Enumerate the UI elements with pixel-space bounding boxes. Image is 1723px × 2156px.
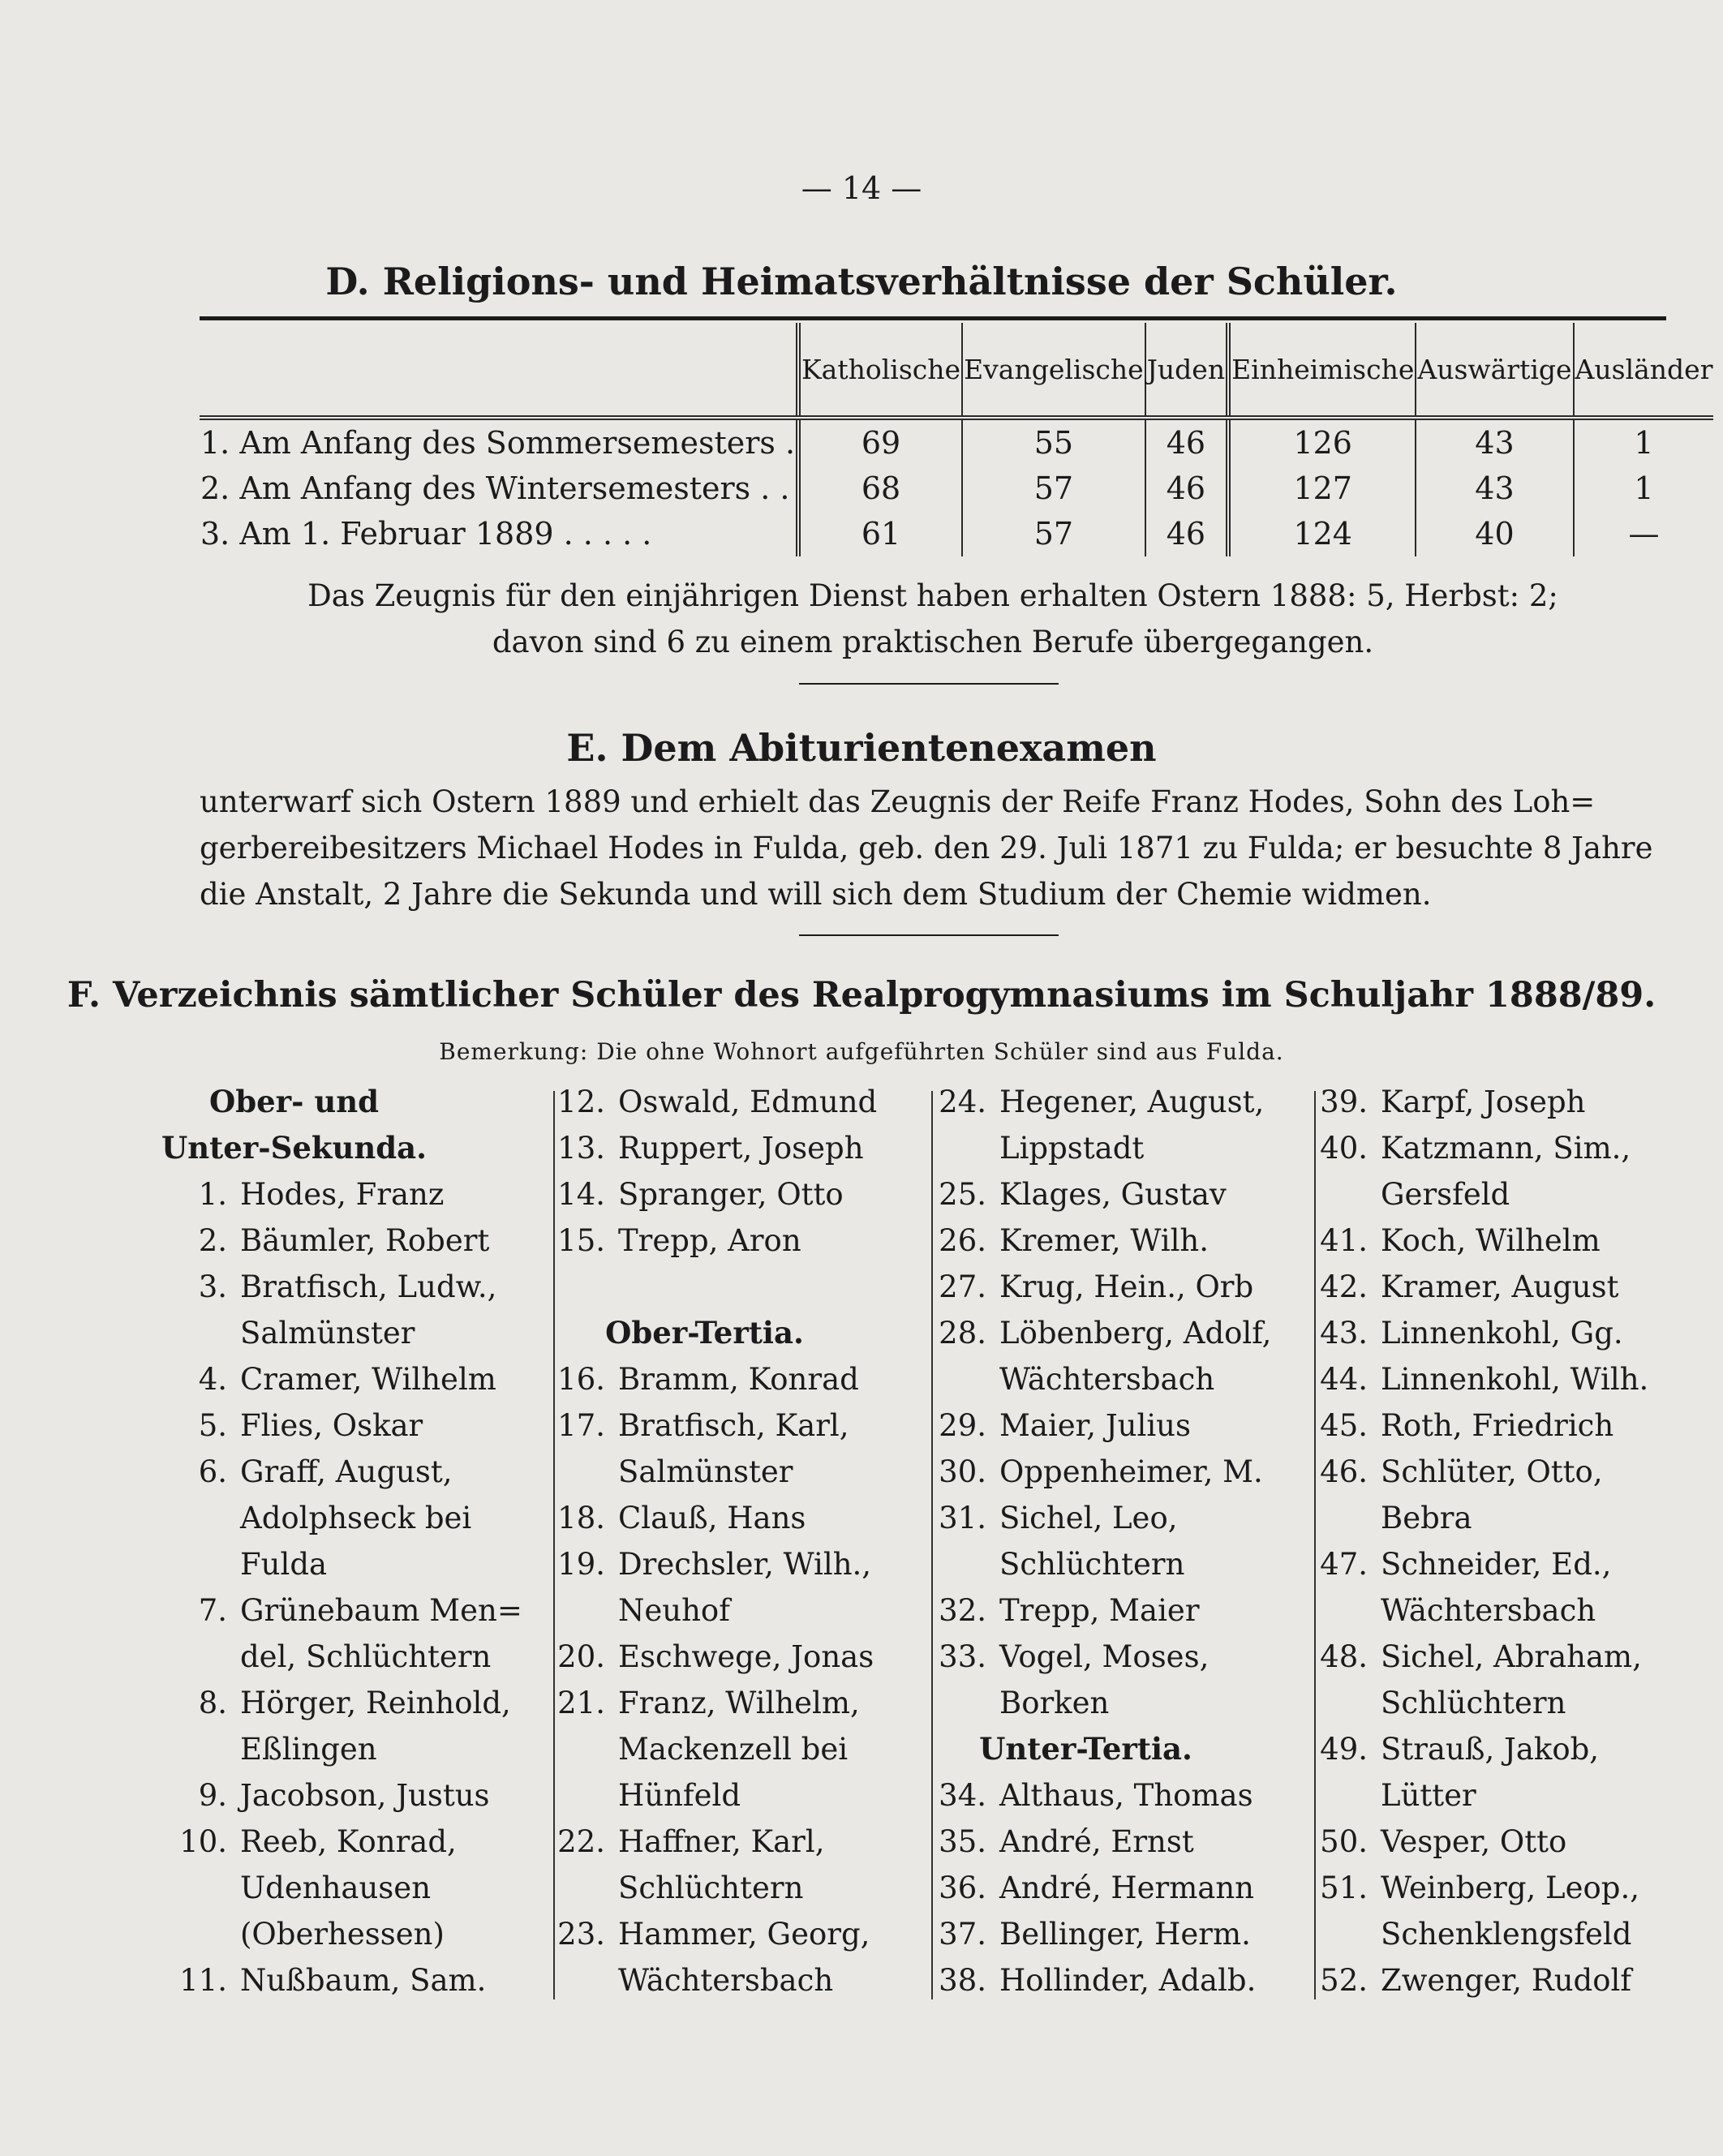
student-entry xyxy=(1278,1541,1688,1587)
cell: 68 xyxy=(798,466,962,511)
student-entry xyxy=(1278,1957,1688,2004)
student-name: Clauß, Hans xyxy=(618,1501,806,1535)
table-row xyxy=(200,418,1713,466)
student-name: Schneider, Ed., xyxy=(1381,1547,1612,1582)
student-number: 28. xyxy=(939,1316,986,1351)
student-number: 3. xyxy=(198,1269,227,1304)
student-continuation: Gersfeld xyxy=(1381,1177,1510,1212)
student-entry xyxy=(897,1772,1307,1819)
header-col: Juden xyxy=(1145,323,1228,418)
student-entry xyxy=(516,1819,926,1865)
student-continuation: Salmünster xyxy=(618,1454,793,1489)
student-name: Sichel, Leo, xyxy=(999,1501,1178,1535)
student-entry xyxy=(897,1495,1307,1541)
student-name: Trepp, Aron xyxy=(618,1223,801,1258)
student-name: Roth, Friedrich xyxy=(1381,1408,1614,1443)
student-continuation: Borken xyxy=(999,1686,1110,1720)
student-number: 47. xyxy=(1320,1547,1368,1582)
student-entry xyxy=(516,1218,926,1264)
paragraph-line: gerbereibesitzers Michael Hodes in Fulda, geb. den 29. Juli 1871 zu Fulda; er besuchte 8 Jahre xyxy=(200,831,1653,865)
student-name: Flies, Oskar xyxy=(240,1408,423,1443)
cell: 126 xyxy=(1228,418,1416,466)
student-continuation: (Oberhessen) xyxy=(240,1917,445,1952)
student-continuation: Mackenzell bei xyxy=(618,1732,849,1767)
student-number: 16. xyxy=(557,1362,605,1397)
section-e-title: E. Dem Abiturientenexamen xyxy=(566,726,1157,770)
student-entry xyxy=(1278,1079,1688,1125)
student-number: 36. xyxy=(939,1870,986,1905)
student-name: Vesper, Otto xyxy=(1381,1824,1567,1859)
student-entry xyxy=(516,1402,926,1449)
student-entry xyxy=(516,1079,926,1125)
student-number: 20. xyxy=(557,1639,605,1674)
student-name: Nußbaum, Sam. xyxy=(240,1963,487,1998)
cell: 1 xyxy=(1574,418,1714,466)
student-number: 4. xyxy=(198,1362,227,1397)
student-entry xyxy=(1278,1310,1688,1356)
dienst-note-line: davon sind 6 zu einem praktischen Berufe übergegangen. xyxy=(492,625,1374,659)
student-entry xyxy=(1278,1726,1688,1772)
student-entry xyxy=(897,1449,1307,1495)
student-number: 26. xyxy=(939,1223,986,1258)
row-label: 1. Am Anfang des Sommersemesters . xyxy=(200,425,796,461)
cell: 55 xyxy=(962,418,1145,466)
header-col: Katholische xyxy=(798,323,962,418)
student-entry xyxy=(138,1587,548,1634)
student-continuation: Wächtersbach xyxy=(999,1362,1215,1397)
student-name: Oswald, Edmund xyxy=(618,1084,878,1119)
student-name: Graff, August, xyxy=(240,1454,453,1489)
student-entry xyxy=(516,1634,926,1680)
header-empty xyxy=(200,323,798,418)
student-entry xyxy=(138,1819,548,1865)
student-number: 43. xyxy=(1320,1316,1368,1351)
student-name: Hegener, August, xyxy=(999,1084,1265,1119)
student-number: 9. xyxy=(198,1778,227,1813)
student-number: 21. xyxy=(557,1686,605,1720)
student-entry xyxy=(516,1541,926,1587)
student-number: 39. xyxy=(1320,1084,1368,1119)
student-continuation: Lütter xyxy=(1381,1778,1476,1813)
student-number: 49. xyxy=(1320,1732,1368,1767)
student-entry xyxy=(897,1402,1307,1449)
student-entry xyxy=(897,1587,1307,1634)
student-name: Krug, Hein., Orb xyxy=(999,1269,1254,1304)
student-name: Koch, Wilhelm xyxy=(1381,1223,1601,1258)
student-entry xyxy=(897,1911,1307,1957)
student-name: Jacobson, Justus xyxy=(240,1778,490,1813)
student-name: Hollinder, Adalb. xyxy=(999,1963,1257,1998)
student-entry xyxy=(516,1911,926,1957)
student-number: 30. xyxy=(939,1454,986,1489)
cell: 127 xyxy=(1228,466,1416,511)
student-entry xyxy=(516,1171,926,1218)
student-number: 37. xyxy=(939,1917,986,1952)
student-entry xyxy=(1278,1264,1688,1310)
student-entry xyxy=(516,1495,926,1541)
student-number: 27. xyxy=(939,1269,986,1304)
class-heading: Unter-Sekunda. xyxy=(161,1130,428,1166)
student-name: Cramer, Wilhelm xyxy=(240,1362,496,1397)
blank-line xyxy=(516,1264,926,1310)
student-number: 15. xyxy=(557,1223,605,1258)
student-name: Sichel, Abraham, xyxy=(1381,1639,1642,1674)
student-name: Kramer, August xyxy=(1381,1269,1619,1304)
student-number: 24. xyxy=(939,1084,986,1119)
student-number: 22. xyxy=(557,1824,605,1859)
header-col: Ausländer xyxy=(1574,323,1714,418)
student-entry xyxy=(1278,1218,1688,1264)
student-continuation: Udenhausen xyxy=(240,1870,432,1905)
student-name: Drechsler, Wilh., xyxy=(618,1547,872,1582)
student-name: Linnenkohl, Wilh. xyxy=(1381,1362,1649,1397)
student-entry xyxy=(516,1356,926,1402)
student-number: 13. xyxy=(557,1131,605,1166)
student-number: 45. xyxy=(1320,1408,1368,1443)
student-number: 2. xyxy=(198,1223,227,1258)
header-col: Einheimische xyxy=(1228,323,1416,418)
remark-line: Bemerkung: Die ohne Wohnort aufgeführten Schüler sind aus Fulda. xyxy=(439,1038,1284,1065)
student-number: 14. xyxy=(557,1177,605,1212)
student-name: Bratfisch, Ludw., xyxy=(240,1269,497,1304)
student-name: Reeb, Konrad, xyxy=(240,1824,457,1859)
student-entry xyxy=(138,1218,548,1264)
student-entry xyxy=(138,1402,548,1449)
student-name: Kremer, Wilh. xyxy=(999,1223,1209,1258)
student-entry xyxy=(138,1171,548,1218)
cell: 1 xyxy=(1574,466,1714,511)
class-heading: Ober- und xyxy=(208,1084,380,1119)
cell: 40 xyxy=(1416,511,1573,556)
student-name: Strauß, Jakob, xyxy=(1381,1732,1600,1767)
page-number: — 14 — xyxy=(801,170,922,206)
student-entry xyxy=(897,1310,1307,1356)
divider-rule xyxy=(799,683,1059,685)
student-number: 25. xyxy=(939,1177,986,1212)
student-name: Haffner, Karl, xyxy=(618,1824,825,1859)
student-name: Althaus, Thomas xyxy=(999,1778,1253,1813)
student-name: Bellinger, Herm. xyxy=(999,1917,1251,1952)
student-entry xyxy=(897,1171,1307,1218)
class-heading: Ober-Tertia. xyxy=(605,1315,804,1351)
cell: 61 xyxy=(798,511,962,556)
student-entry xyxy=(138,1680,548,1726)
student-entry xyxy=(138,1957,548,2004)
student-number: 23. xyxy=(557,1917,605,1952)
student-continuation: Schenklengsfeld xyxy=(1381,1917,1632,1952)
student-name: Zwenger, Rudolf xyxy=(1381,1963,1632,1998)
student-number: 52. xyxy=(1320,1963,1368,1998)
student-number: 32. xyxy=(939,1593,986,1628)
student-number: 41. xyxy=(1320,1223,1368,1258)
student-entry xyxy=(1278,1634,1688,1680)
student-name: Weinberg, Leop., xyxy=(1381,1870,1639,1905)
student-number: 35. xyxy=(939,1824,986,1859)
student-continuation: Bebra xyxy=(1381,1501,1472,1535)
student-number: 7. xyxy=(198,1593,227,1628)
student-name: André, Ernst xyxy=(999,1824,1194,1859)
row-label: 2. Am Anfang des Wintersemesters . . xyxy=(200,470,790,506)
student-entry xyxy=(1278,1125,1688,1171)
student-number: 5. xyxy=(198,1408,227,1443)
student-name: Bäumler, Robert xyxy=(240,1223,490,1258)
student-list-column xyxy=(1278,1079,1688,2004)
student-continuation: Salmünster xyxy=(240,1316,415,1351)
student-entry xyxy=(1278,1819,1688,1865)
student-name: Franz, Wilhelm, xyxy=(618,1686,860,1720)
cell: 43 xyxy=(1416,466,1573,511)
dienst-note xyxy=(200,573,1666,665)
student-number: 29. xyxy=(939,1408,986,1443)
paragraph-line: die Anstalt, 2 Jahre die Sekunda und will sich dem Studium der Chemie widmen. xyxy=(200,877,1432,912)
dienst-note-line: Das Zeugnis für den einjährigen Dienst haben erhalten Ostern 1888: 5, Herbst: 2; xyxy=(307,578,1558,613)
student-list-column xyxy=(138,1079,548,2004)
cell: 43 xyxy=(1416,418,1573,466)
student-entry xyxy=(897,1264,1307,1310)
student-entry xyxy=(897,1218,1307,1264)
student-name: Maier, Julius xyxy=(999,1408,1191,1443)
student-number: 50. xyxy=(1320,1824,1368,1859)
student-entry xyxy=(1278,1449,1688,1495)
student-number: 8. xyxy=(198,1686,227,1720)
student-number: 19. xyxy=(557,1547,605,1582)
student-name: Löbenberg, Adolf, xyxy=(999,1316,1272,1351)
student-number: 18. xyxy=(557,1501,605,1535)
student-name: Hodes, Franz xyxy=(240,1177,445,1212)
student-number: 11. xyxy=(179,1963,227,1998)
student-continuation: Wächtersbach xyxy=(618,1963,834,1998)
student-number: 33. xyxy=(939,1639,986,1674)
student-list-column xyxy=(516,1079,926,2004)
student-continuation: Adolphseck bei xyxy=(240,1501,472,1535)
student-name: Schlüter, Otto, xyxy=(1381,1454,1603,1489)
student-name: Hörger, Reinhold, xyxy=(240,1686,511,1720)
student-number: 10. xyxy=(179,1824,227,1859)
student-continuation: Hünfeld xyxy=(618,1778,741,1813)
student-number: 1. xyxy=(198,1177,227,1212)
student-entry xyxy=(138,1449,548,1495)
student-number: 31. xyxy=(939,1501,986,1535)
student-entry xyxy=(516,1125,926,1171)
paragraph-line: unterwarf sich Ostern 1889 und erhielt das Zeugnis der Reife Franz Hodes, Sohn des Loh= xyxy=(200,784,1596,819)
student-name: Bramm, Konrad xyxy=(618,1362,859,1397)
student-continuation: Schlüchtern xyxy=(1381,1686,1566,1720)
header-col: Evangelische xyxy=(962,323,1145,418)
student-continuation: Schlüchtern xyxy=(999,1547,1185,1582)
student-name: Eschwege, Jonas xyxy=(618,1639,874,1674)
student-name: Katzmann, Sim., xyxy=(1381,1131,1631,1166)
student-name: Klages, Gustav xyxy=(999,1177,1227,1212)
student-number: 46. xyxy=(1320,1454,1368,1489)
student-name: Vogel, Moses, xyxy=(999,1639,1210,1674)
table-row xyxy=(200,466,1713,511)
student-continuation: Eßlingen xyxy=(240,1732,377,1767)
student-entry xyxy=(897,1957,1307,2004)
student-name: Bratfisch, Karl, xyxy=(618,1408,849,1443)
class-heading: Unter-Tertia. xyxy=(979,1731,1192,1767)
student-name: Trepp, Maier xyxy=(999,1593,1200,1628)
section-d-title: D. Religions- und Heimatsverhältnisse der Schüler. xyxy=(325,260,1398,303)
cell: 46 xyxy=(1145,418,1228,466)
row-label: 3. Am 1. Februar 1889 . . . . . xyxy=(200,516,652,552)
section-f-title: F. Verzeichnis sämtlicher Schüler des Realprogymnasiums im Schuljahr 1888/89. xyxy=(67,975,1656,1016)
student-number: 51. xyxy=(1320,1870,1368,1905)
student-number: 38. xyxy=(939,1963,986,1998)
cell: 124 xyxy=(1228,511,1416,556)
student-entry xyxy=(897,1079,1307,1125)
student-entry xyxy=(1278,1865,1688,1911)
student-number: 44. xyxy=(1320,1362,1368,1397)
student-entry xyxy=(897,1634,1307,1680)
student-entry xyxy=(897,1865,1307,1911)
student-entry xyxy=(138,1264,548,1310)
student-continuation: Schlüchtern xyxy=(618,1870,804,1905)
student-name: Linnenkohl, Gg. xyxy=(1381,1316,1623,1351)
table-row xyxy=(200,511,1713,556)
header-col: Auswärtige xyxy=(1416,323,1573,418)
student-list-column xyxy=(897,1079,1307,2004)
cell: 46 xyxy=(1145,466,1228,511)
table-header-row xyxy=(200,323,1713,418)
student-name: Ruppert, Joseph xyxy=(618,1131,864,1166)
student-number: 48. xyxy=(1320,1639,1368,1674)
student-name: André, Hermann xyxy=(999,1870,1254,1905)
student-name: Karpf, Joseph xyxy=(1381,1084,1586,1119)
cell: 57 xyxy=(962,511,1145,556)
student-entry xyxy=(138,1772,548,1819)
student-continuation: Neuhof xyxy=(618,1593,730,1628)
student-entry xyxy=(1278,1402,1688,1449)
student-entry xyxy=(138,1356,548,1402)
cell: 57 xyxy=(962,466,1145,511)
student-number: 17. xyxy=(557,1408,605,1443)
student-number: 34. xyxy=(939,1778,986,1813)
student-number: 12. xyxy=(557,1084,605,1119)
religion-stats-table xyxy=(200,323,1713,556)
student-continuation: del, Schlüchtern xyxy=(240,1639,492,1674)
cell: 46 xyxy=(1145,511,1228,556)
student-name: Hammer, Georg, xyxy=(618,1917,870,1952)
student-entry xyxy=(516,1680,926,1726)
table-top-rule xyxy=(200,316,1666,320)
student-continuation: Wächtersbach xyxy=(1381,1593,1596,1628)
student-entry xyxy=(897,1819,1307,1865)
divider-rule xyxy=(799,934,1059,936)
student-name: Grünebaum Men= xyxy=(240,1593,522,1628)
student-continuation: Lippstadt xyxy=(999,1131,1145,1166)
abitur-paragraph xyxy=(200,779,1666,917)
student-continuation: Fulda xyxy=(240,1547,328,1582)
cell: 69 xyxy=(798,418,962,466)
student-name: Spranger, Otto xyxy=(618,1177,844,1212)
student-name: Oppenheimer, M. xyxy=(999,1454,1263,1489)
student-entry xyxy=(1278,1356,1688,1402)
student-number: 42. xyxy=(1320,1269,1368,1304)
student-number: 6. xyxy=(198,1454,227,1489)
student-number: 40. xyxy=(1320,1131,1368,1166)
cell: — xyxy=(1574,511,1714,556)
